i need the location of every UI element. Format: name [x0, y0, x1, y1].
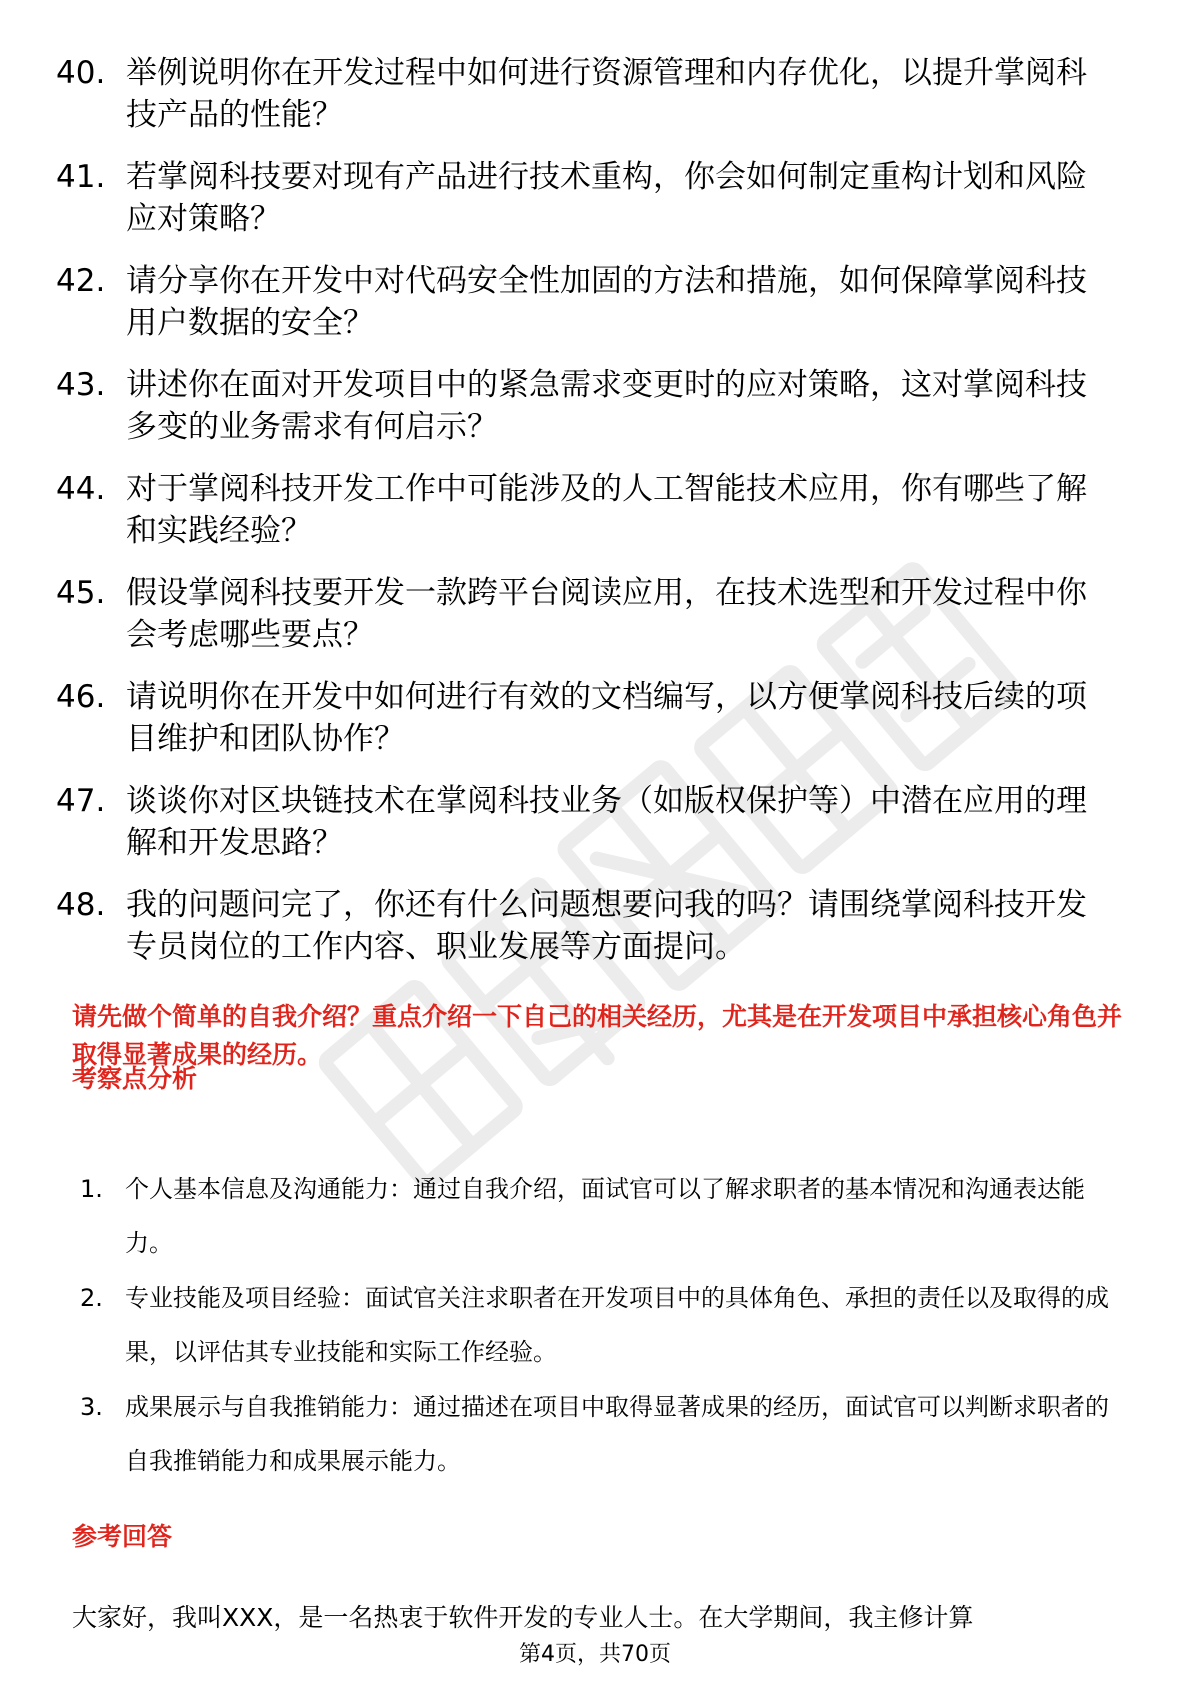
list-item — [80, 1162, 1120, 1270]
analysis-list — [80, 1162, 1120, 1489]
question-text: 谈谈你对区块链技术在掌阅科技业务（如版权保护等）中潜在应用的理解和开发思路？ — [126, 783, 1087, 861]
lead-question: 请先做个简单的自我介绍？重点介绍一下自己的相关经历，尤其是在开发项目中承担核心角色并取得显著成果的经历。 — [72, 1002, 1123, 1069]
analysis-number: 2. — [80, 1284, 103, 1312]
question-text: 请说明你在开发中如何进行有效的文档编写，以方便掌阅科技后续的项目维护和团队协作？ — [126, 679, 1087, 757]
question-number: 44. — [56, 471, 106, 507]
question-number: 41. — [56, 159, 106, 195]
question-text: 举例说明你在开发过程中如何进行资源管理和内存优化，以提升掌阅科技产品的性能？ — [126, 55, 1087, 133]
question-list — [56, 52, 1116, 988]
list-item — [56, 572, 1116, 656]
question-text: 对于掌阅科技开发工作中可能涉及的人工智能技术应用，你有哪些了解和实践经验？ — [126, 471, 1087, 549]
list-item — [80, 1380, 1120, 1488]
question-number: 47. — [56, 783, 106, 819]
analysis-number: 1. — [80, 1175, 103, 1203]
list-item — [56, 260, 1116, 344]
analysis-number: 3. — [80, 1393, 103, 1421]
question-text: 请分享你在开发中对代码安全性加固的方法和措施，如何保障掌阅科技用户数据的安全？ — [126, 263, 1087, 341]
list-item — [56, 780, 1116, 864]
analysis-heading: 考察点分析 — [72, 1064, 198, 1093]
question-number: 43. — [56, 367, 106, 403]
list-item — [80, 1271, 1120, 1379]
answer-heading: 参考回答 — [72, 1522, 173, 1551]
question-text: 若掌阅科技要对现有产品进行技术重构，你会如何制定重构计划和风险应对策略？ — [126, 159, 1087, 237]
question-number: 46. — [56, 679, 106, 715]
list-item — [56, 52, 1116, 136]
question-text: 我的问题问完了，你还有什么问题想要问我的吗？请围绕掌阅科技开发专员岗位的工作内容、职业发展等方面提问。 — [126, 887, 1087, 965]
question-number: 40. — [56, 55, 106, 91]
list-item — [56, 468, 1116, 552]
list-item — [56, 364, 1116, 448]
analysis-text: 专业技能及项目经验：面试官关注求职者在开发项目中的具体角色、承担的责任以及取得的成果，以评估其专业技能和实际工作经验。 — [125, 1284, 1109, 1366]
list-item — [56, 156, 1116, 240]
list-item — [56, 884, 1116, 968]
question-text: 讲述你在面对开发项目中的紧急需求变更时的应对策略，这对掌阅科技多变的业务需求有何启示？ — [126, 367, 1087, 445]
question-number: 48. — [56, 887, 106, 923]
analysis-text: 成果展示与自我推销能力：通过描述在项目中取得显著成果的经历，面试官可以判断求职者的自我推销能力和成果展示能力。 — [125, 1393, 1109, 1475]
list-item — [56, 676, 1116, 760]
question-text: 假设掌阅科技要开发一款跨平台阅读应用，在技术选型和开发过程中你会考虑哪些要点？ — [126, 575, 1087, 653]
answer-text: 大家好，我叫XXX，是一名热衷于软件开发的专业人士。在大学期间，我主修计算 — [72, 1603, 974, 1632]
question-number: 42. — [56, 263, 106, 299]
analysis-text: 个人基本信息及沟通能力：通过自我介绍，面试官可以了解求职者的基本情况和沟通表达能力。 — [125, 1175, 1085, 1257]
page-footer: 第4页，共70页 — [0, 1640, 1190, 1670]
question-number: 45. — [56, 575, 106, 611]
